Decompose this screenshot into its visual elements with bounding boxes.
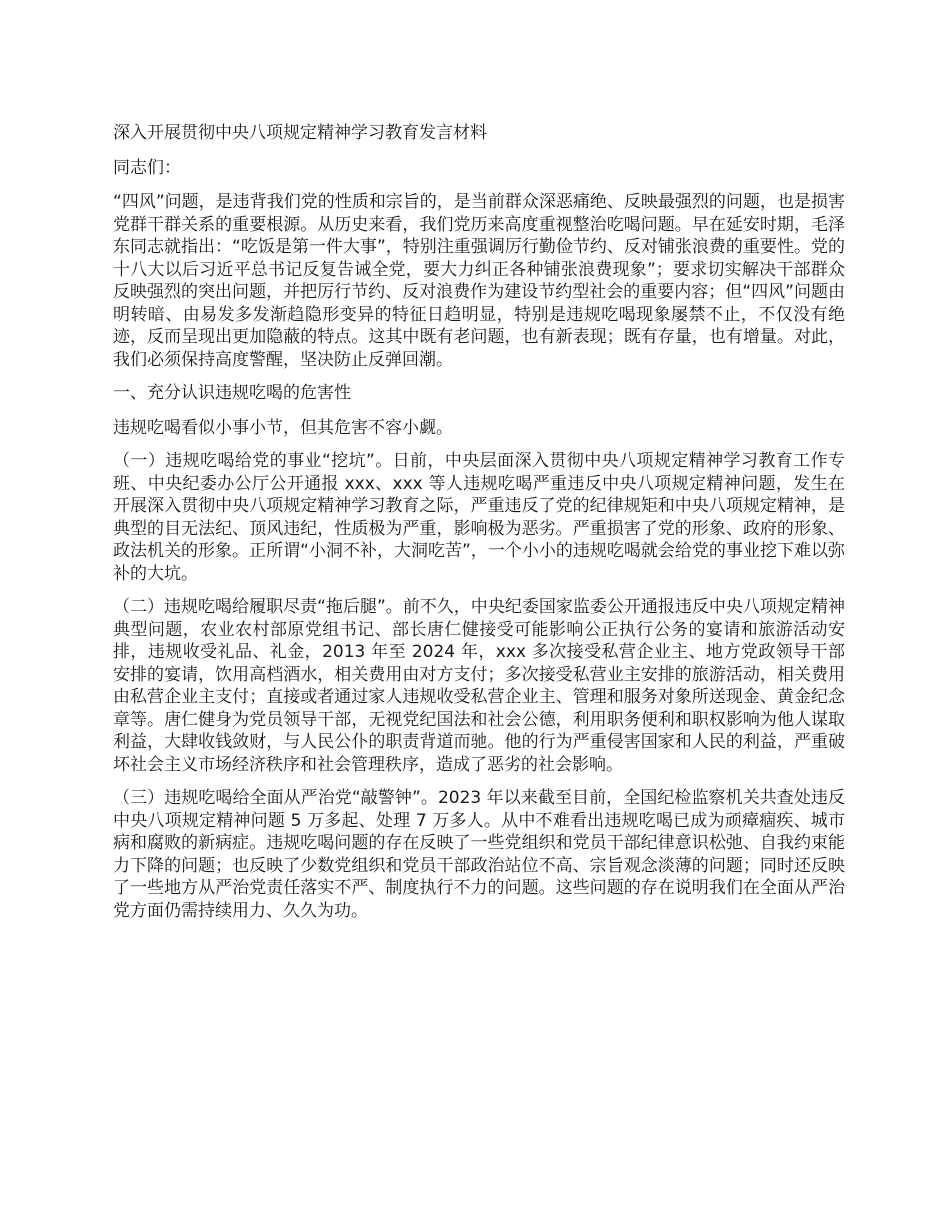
section-lead-paragraph: 违规吃喝看似小事小节，但其危害不容小觑。 — [113, 417, 453, 438]
salutation: 同志们： — [113, 157, 181, 178]
point-one-paragraph: （一）违规吃喝给党的事业“挖坑”。日前，中央层面深入贯彻中央八项规定精神学习教育工作专班、中央纪委办公厅公开通报 xxx、xxx 等人违规吃喝严重违反中央八项规定精神问题，发生在开展深入贯彻中央八项规定精神学习教育之际，严重违反了党的纪律规矩和中央八项规定精神，是典型的目无法纪、顶风违纪，性质极为严重，影响极为恶劣。严重损害了党的形象、政府的形象、政法机关的形象。正所谓“小洞不补，大洞吃苦”，一个小小的违规吃喝就会给党的事业挖下难以弥补的大坑。 — [113, 451, 845, 584]
intro-paragraph: “四风”问题，是违背我们党的性质和宗旨的，是当前群众深恶痛绝、反映最强烈的问题，也是损害党群干群关系的重要根源。从历史来看，我们党历来高度重视整治吃喝问题。早在延安时期，毛泽东同志就指出：“吃饭是第一件大事”，特别注重强调厉行勤俭节约、反对铺张浪费的重要性。党的十八大以后习近平总书记反复告诫全党，要大力纠正各种铺张浪费现象”；要求切实解决干部群众反映强烈的突出问题，并把厉行节约、反对浪费作为建设节约型社会的重要内容；但“四风”问题由明转暗、由易发多发渐趋隐形变异的特征日趋明显，特别是违规吃喝现象屡禁不止，不仅没有绝迹，反而呈现出更加隐蔽的特点。这其中既有老问题，也有新表现；既有存量，也有增量。对此，我们必须保持高度警醒，坚决防止反弹回潮。 — [113, 192, 845, 370]
document-page — [113, 122, 845, 933]
point-three-paragraph: （三）违规吃喝给全面从严治党“敲警钟”。2023 年以来截至目前，全国纪检监察机关共查处违反中央八项规定精神问题 5 万多起、处理 7 万多人。从中不难看出违规吃喝已成为顽瘴痼疾、城市病和腐败的新病症。违规吃喝问题的存在反映了一些党组织和党员干部纪律意识松弛、自我约束能力下降的问题；也反映了少数党组织和党员干部政治站位不高、宗旨观念淡薄的问题；同时还反映了一些地方从严治党责任落实不严、制度执行不力的问题。这些问题的存在说明我们在全面从严治党方面仍需持续用力、久久为功。 — [113, 788, 845, 921]
document-title: 深入开展贯彻中央八项规定精神学习教育发言材料 — [113, 123, 487, 143]
section-heading: 一、充分认识违规吃喝的危害性 — [113, 383, 351, 403]
point-two-paragraph: （二）违规吃喝给履职尽责“拖后腿”。前不久，中央纪委国家监委公开通报违反中央八项规定精神典型问题，农业农村部原党组书记、部长唐仁健接受可能影响公正执行公务的宴请和旅游活动安排，违规收受礼品、礼金，2013 年至 2024 年，xxx 多次接受私营企业主、地方党政领导干部安排的宴请，饮用高档酒水，相关费用由对方支付；多次接受私营业主安排的旅游活动，相关费用由私营企业主支付；直接或者通过家人违规收受私营企业主、管理和服务对象所送现金、黄金纪念章等。唐仁健身为党员领导干部，无视党纪国法和社会公德，利用职务便利和职权影响为他人谋取利益，大肆收钱敛财，与人民公仆的职责背道而驰。他的行为严重侵害国家和人民的利益，严重破坏社会主义市场经济秩序和社会管理秩序，造成了恶劣的社会影响。 — [113, 597, 845, 775]
